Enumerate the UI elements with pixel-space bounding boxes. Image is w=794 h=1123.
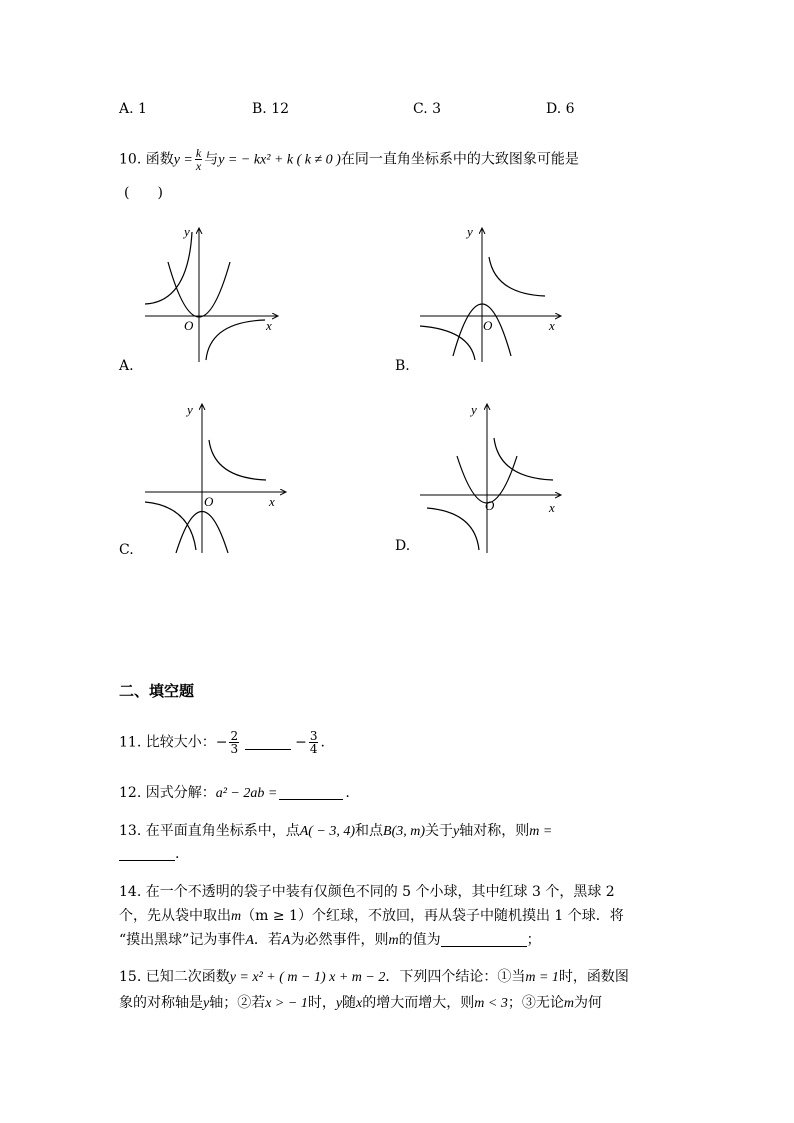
graph-c-svg [140,400,290,555]
q13-text-d: 轴对称，则 [459,823,530,839]
option-a: A. 1 [119,101,147,117]
q15-line2 [119,992,602,1012]
graph-a [140,222,290,366]
q15-m-var: m [563,996,574,1011]
graph-c-hyperbola-left [145,502,196,550]
q11-a-sign: − [215,734,228,751]
q15-text-g: 随 [342,995,357,1011]
q13-text-c: 关于 [425,823,454,839]
q12-answer-blank[interactable] [279,785,343,800]
graph-c-label: C. [119,542,134,558]
graph-b-svg [415,222,565,362]
graph-c-hyperbola-right [209,440,266,480]
q11-frac-b [309,730,319,755]
graph-c-x-label: x [269,494,275,509]
q10-f1-den: x [195,159,202,173]
graph-d-label: D. [395,538,411,554]
q12-expr: a² − 2ab = [215,786,278,801]
q11-b-sign: − [295,734,307,751]
q10-f1-num: k [195,146,202,160]
q13-point-a: A( − 3, 4) [299,824,356,839]
q10-pre: 函数 [145,151,174,168]
q14-answer-blank[interactable] [441,932,527,947]
graph-d [415,400,565,559]
graph-b-hyperbola-left [420,326,475,360]
q15-text-e: 轴；②若 [209,995,266,1011]
q11-text: 11. 比较大小： [119,734,216,751]
q15-cond3: m < 3 [474,996,508,1011]
q11-line [119,730,325,755]
q14-end: ； [526,932,541,948]
graph-d-origin: O [485,498,495,513]
q13-m-var: m = [529,824,553,839]
graph-d-y-label: y [471,402,477,417]
graph-c-y-label: y [187,402,193,417]
q14-text-b: 个红球，不放回，再从袋子中随机摸出 1 个球．将 [311,908,624,924]
q14-text-c: “摸出黑球”记为事件 [119,932,246,948]
graph-a-svg [140,222,290,362]
option-b: B. 12 [252,101,290,117]
graph-b-y-label: y [467,224,473,239]
q10-number: 10. [119,151,142,168]
q12-line [119,782,350,802]
q11-answer-blank[interactable] [245,735,291,750]
q14-m-var: m [231,909,242,924]
graph-a-y-label: y [184,224,190,239]
graph-a-hyperbola-left [145,232,192,304]
graph-c [140,400,290,559]
graph-d-hyperbola-left [427,508,479,550]
q10-post: 在同一直角坐标系中的大致图象可能是 [340,151,579,168]
option-d: D. 6 [546,101,575,117]
graph-d-svg [415,400,565,555]
q11-frac-a-num: 2 [230,729,239,743]
graph-d-hyperbola-right [494,438,553,480]
q13-y-var: y [453,824,460,839]
graph-b-label: B. [395,358,410,374]
q15-text-c: 时，函数图 [558,969,629,985]
q14-line3 [119,929,541,949]
graph-b-x-label: x [549,318,555,333]
q15-text-a: 15. 已知二次函数 [119,969,230,985]
graph-c-origin: O [204,494,214,509]
q12-end: . [345,785,350,801]
q13-text-b: 和点 [355,823,384,839]
graph-a-origin: O [184,318,194,333]
q10-mid: 与 [204,151,219,168]
q14-text-d: ．若 [253,932,282,948]
section-heading: 二、填空题 [119,682,195,700]
q11-frac-b-den: 4 [309,742,318,756]
q11-end: . [320,734,325,751]
q15-text-j: 为何 [573,995,602,1011]
q14-text-a: 个，先从袋中取出 [119,908,231,924]
q13-text-a: 13. 在平面直角坐标系中，点 [119,823,300,839]
q15-line1 [119,966,629,986]
q11-frac-a-den: 3 [230,742,239,756]
q10-f2: y = − kx² + k ( k ≠ 0 ) [218,152,341,168]
q14-event-a: A [245,933,254,948]
q14-event-a2: A [281,933,291,948]
q15-cond2: x > − 1 [265,996,308,1011]
q13-line2 [119,846,179,862]
q15-x-var: x [356,996,363,1011]
q14-cond: （m ≥ 1） [241,908,312,924]
graph-a-hyperbola-right [206,320,265,360]
q11-frac-a [229,730,239,755]
option-c: C. 3 [413,101,442,117]
graph-b [415,222,565,366]
graph-a-x-label: x [266,318,272,333]
q10-f1-y: y = [173,152,193,168]
q15-text-f: 时， [307,995,336,1011]
q11-frac-b-num: 3 [309,729,318,743]
graph-b-hyperbola-right [489,257,545,296]
q13-answer-blank[interactable] [119,846,175,861]
q14-line2 [119,905,624,925]
q15-y-var2: y [335,996,343,1011]
q13-end: . [175,846,180,862]
q15-text-i: ；③无论 [507,995,564,1011]
graph-a-label: A. [119,358,134,374]
q14-text-e: 为必然事件，则 [290,932,389,948]
q15-text-h: 的增大而增大，则 [362,995,475,1011]
q13-line1 [119,820,552,840]
q15-expr: y = x² + ( m − 1) x + m − 2 [229,970,386,985]
q14-line1: 14. 在一个不透明的袋子中装有仅颜色不同的 5 个小球，其中红球 3 个，黑球 2 [119,884,615,900]
q13-point-b: B(3, m) [383,824,426,839]
q15-y-var: y [203,996,210,1011]
q10-f1-frac [195,147,202,172]
q14-text-f: 的值为 [398,932,441,948]
q10-paren: ( ) [124,185,163,201]
q10-line [119,147,579,172]
q15-cond1: m = 1 [525,970,559,985]
graph-b-origin: O [483,318,493,333]
q15-text-d: 象的对称轴是 [119,995,203,1011]
q12-text: 12. 因式分解： [119,785,216,801]
graph-d-x-label: x [549,500,555,515]
q14-m-var2: m [388,933,399,948]
q15-text-b: ．下列四个结论：①当 [385,969,526,985]
